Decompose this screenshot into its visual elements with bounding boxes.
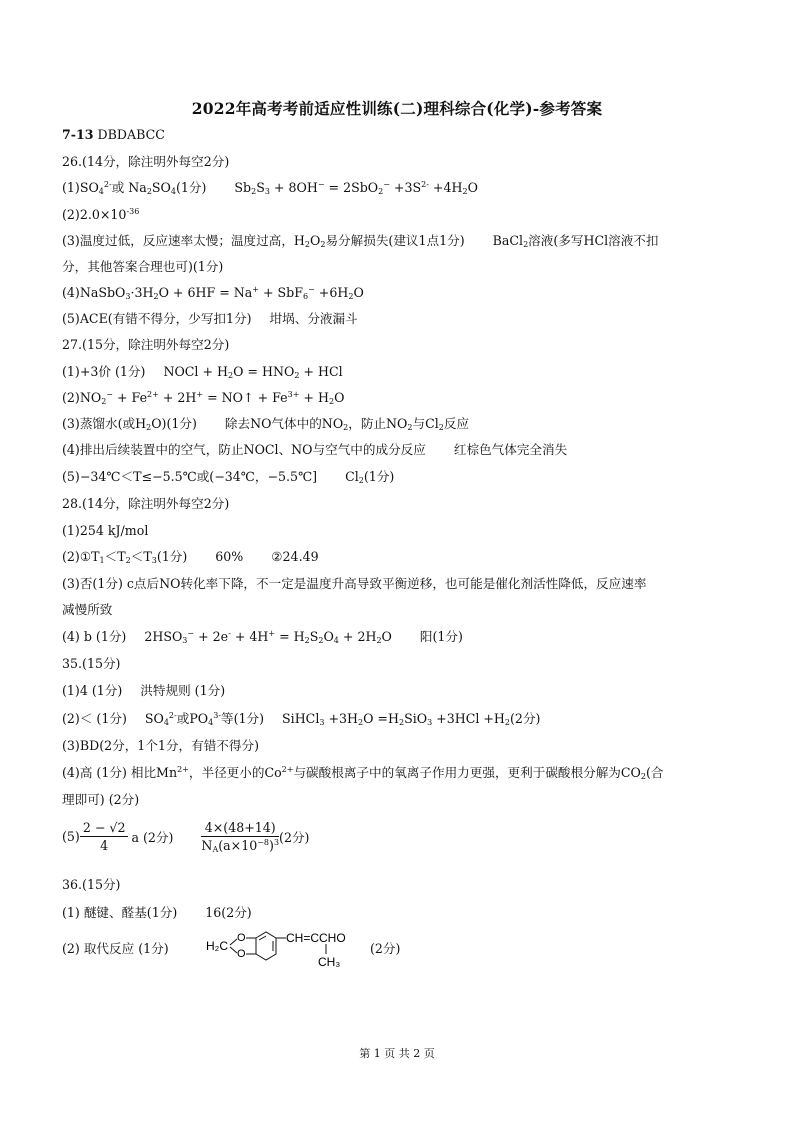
q36-answer-1: (1) 醚键、醛基(1分) 16(2分) — [62, 905, 252, 920]
q26-answer-1: $(1)SO_4^{2-}$或 $Na_2SO_4(1$分) $Sb_2S_3 + 8OH^- = 2SbO_2^- +3S^{2-} +4H_2O$ — [62, 180, 478, 196]
q26-answer-4: $(4)NaSbO_3\cdot 3H_2O + 6HF = Na^+ + SbF_6^- +6H_2O$ — [62, 285, 364, 301]
struct-chain-label: CH=CCHO — [286, 931, 346, 945]
struct-h2c-label: H₂C — [206, 939, 228, 953]
fraction-1: $\frac{2 - √2}{4}$ — [80, 820, 129, 853]
mc-answers: 7-13 DBDABCC — [62, 127, 165, 142]
q35-answer-5: (5) $\frac{2 - √2}{4}$ a (2分) $\frac{4\times(48+14)}{N_A(a\times 10^{-8})^3}$ (2分) — [62, 820, 310, 854]
q28-answer-3: (3)否(1分) c点后NO转化率下降，不一定是温度升高导致平衡逆移，也可能是催化剂活性降低，反应速率 — [62, 576, 647, 591]
q27-answer-4: (4)排出后续装置中的空气，防止NOCl、NO与空气中的成分反应 红棕色气体完全消失 — [62, 442, 568, 457]
page-title: 2022年高考考前适应性训练(二)理科综合(化学)-参考答案 — [191, 99, 603, 118]
chemical-structure — [204, 926, 370, 970]
q35-answer-3: (3)BD(2分，1个1分，有错不得分) — [62, 738, 259, 753]
q26-answer-3: (3)温度过低，反应速率太慢；温度过高，$H_2O_2$易分解损失(建议1点1分) BaCl$_2$溶液(多写HCl溶液不扣 — [62, 233, 659, 249]
q26-answer-3-cont: 分，其他答案合理也可)(1分) — [62, 259, 224, 274]
page-footer: 第 1 页 共 2 页 — [359, 1047, 435, 1060]
q36-header: 36.(15分) — [62, 877, 121, 892]
fraction-2: $\frac{4\times(48+14)}{N_A(a\times 10^{-8})^3}$ — [201, 820, 280, 854]
q27-answer-3: (3)蒸馏水(或$H_2O)(1$分) 除去NO气体中的$NO_2$，防止$NO_2$与$Cl_2$反应 — [62, 416, 470, 432]
q35-answer-4: (4)高 (1分) 相比$Mn^{2+}$，半径更小的$Co^{2+}$与碳酸根离子中的氧离子作用力更强，更利于碳酸根分解为$CO_2$(合 — [62, 765, 664, 781]
q28-answer-4: (4) b (1分) $2HSO_3^- + 2e^- + 4H^+ = H_2S_2O_4 + 2H_2O$ 阳(1分) — [62, 629, 463, 645]
q26-header: 26.(14分，除注明外每空2分) — [62, 154, 230, 169]
q35-answer-4-cont: 理即可) (2分) — [62, 792, 140, 807]
q26-answer-5: (5)ACE(有错不得分，少写扣1分) 坩埚、分液漏斗 — [62, 311, 358, 326]
q35-answer-2: (2)＜ (1分) $SO_4^{2-}$或$PO_4^{3-}$等(1分) SiHCl$_3$ $+3H_2O =H_2SiO_3 +3HCl +H_2(2$分) — [62, 711, 541, 727]
q36-answer-2-label: (2) 取代反应 (1分) — [62, 941, 169, 956]
q27-header: 27.(15分，除注明外每空2分) — [62, 337, 230, 352]
svg-text:O: O — [237, 932, 246, 944]
q27-answer-1: (1)+3价 (1分) NOCl + $H_2O = HNO_2$ + HCl — [62, 364, 343, 380]
svg-text:O: O — [237, 948, 246, 960]
q28-answer-2: $(2)①T_1<T_2<T_3(1$分) 60% ②24.49 — [62, 549, 319, 565]
q26-answer-2: $(2)2.0\times 10^{-36}$ — [62, 207, 140, 222]
q28-answer-3-cont: 减慢所致 — [62, 602, 113, 617]
struct-ch3-label: CH₃ — [318, 955, 341, 969]
q36-answer-2-score: (2分) — [370, 941, 401, 956]
q35-header: 35.(15分) — [62, 656, 121, 671]
q35-answer-1: (1)4 (1分) 洪特规则 (1分) — [62, 683, 226, 698]
q27-answer-2: $(2)NO_2^- + Fe^{2+} + 2H^+$ = NO↑ + $Fe^{3+} + H_2O$ — [62, 390, 345, 406]
q28-header: 28.(14分，除注明外每空2分) — [62, 496, 230, 511]
q28-answer-1: (1)254 kJ/mol — [62, 523, 149, 538]
q27-answer-5: (5)−34℃＜T≤−5.5℃或(−34℃，−5.5℃] $Cl_2(1$分) — [62, 469, 395, 485]
